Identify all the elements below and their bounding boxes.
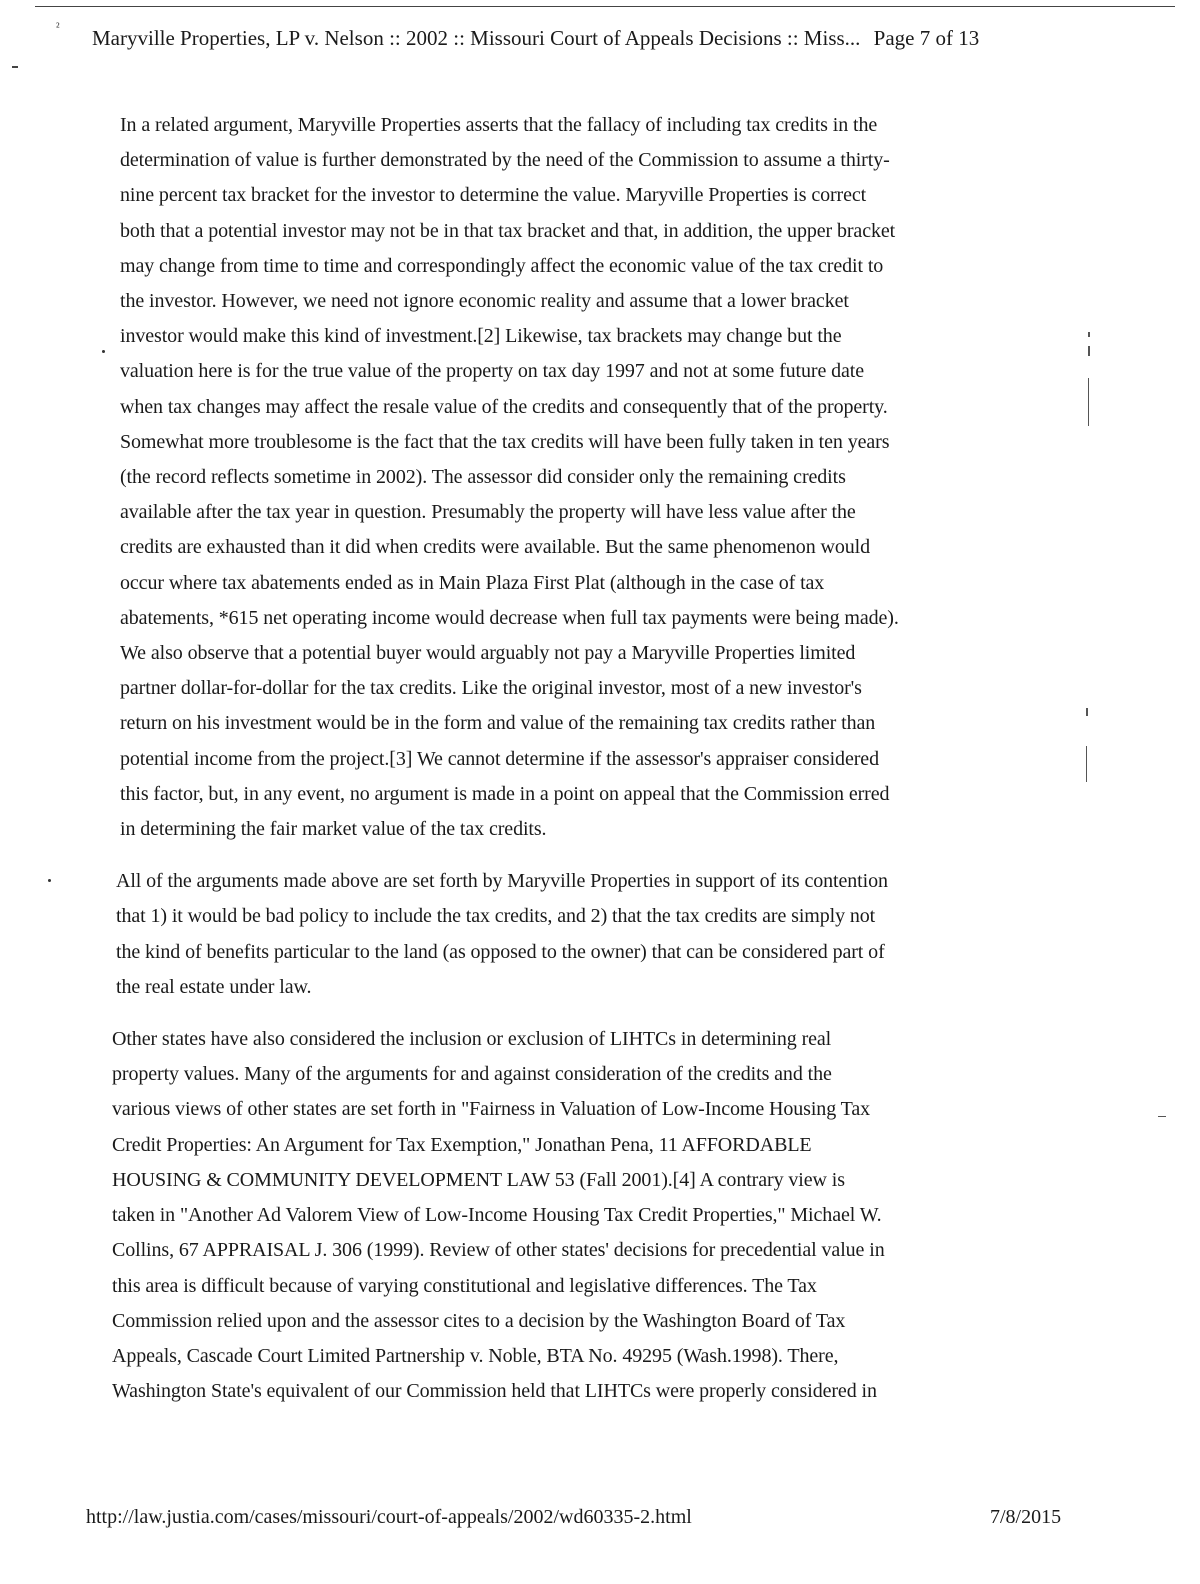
paragraph bbox=[112, 864, 1072, 1005]
scan-mark bbox=[1088, 332, 1090, 337]
text-line: In a related argument, Maryville Properties asserts that the fallacy of including tax credits in the bbox=[120, 114, 878, 136]
text-line: Washington State's equivalent of our Commission held that LIHTCs were properly considered in bbox=[112, 1380, 877, 1403]
text-line: occur where tax abatements ended as in Main Plaza First Plat (although in the case of tax bbox=[120, 571, 825, 594]
footer-date: 7/8/2015 bbox=[990, 1506, 1062, 1528]
text-line: that 1) it would be bad policy to include the tax credits, and 2) that the tax credits are simply not bbox=[116, 905, 876, 928]
paragraph bbox=[112, 1022, 1072, 1409]
text-line: investor would make this kind of investment.[2] Likewise, tax brackets may change but the bbox=[120, 325, 842, 348]
scan-speck: ² bbox=[56, 20, 60, 34]
document-title: Maryville Properties, LP v. Nelson :: 2002 :: Missouri Court of Appeals Decisions :: Miss... bbox=[92, 26, 861, 50]
text-line: in determining the fair market value of the tax credits. bbox=[120, 818, 547, 841]
text-line: determination of value is further demonstrated by the need of the Commission to assume a thirty- bbox=[120, 149, 890, 172]
text-line: the investor. However, we need not ignore economic reality and assume that a lower bracket bbox=[120, 290, 849, 313]
text-line: the real estate under law. bbox=[116, 975, 312, 998]
text-line: partner dollar-for-dollar for the tax credits. Like the original investor, most of a new investor's bbox=[120, 677, 862, 700]
text-line: Somewhat more troublesome is the fact that the tax credits will have been fully taken in ten years bbox=[120, 430, 890, 453]
text-line: various views of other states are set forth in "Fairness in Valuation of Low-Income Housing Tax bbox=[112, 1098, 871, 1121]
text-line: valuation here is for the true value of the property on tax day 1997 and not at some future date bbox=[120, 360, 865, 383]
text-line: the kind of benefits particular to the land (as opposed to the owner) that can be considered part of bbox=[116, 940, 885, 963]
text-line: abatements, *615 net operating income would decrease when full tax payments were being made). bbox=[120, 606, 899, 629]
text-line: Other states have also considered the inclusion or exclusion of LIHTCs in determining real bbox=[112, 1028, 832, 1051]
text-line: credits are exhausted than it did when credits were available. But the same phenomenon would bbox=[120, 536, 871, 559]
scan-mark bbox=[1086, 746, 1087, 782]
text-line: potential income from the project.[3] We cannot determine if the assessor's appraiser considered bbox=[120, 747, 879, 770]
text-line: We also observe that a potential buyer would arguably not pay a Maryville Properties limited bbox=[120, 642, 856, 665]
scan-mark bbox=[1088, 346, 1090, 356]
text-line: nine percent tax bracket for the investor to determine the value. Maryville Properties is correct bbox=[120, 184, 867, 207]
footer-url: http://law.justia.com/cases/missouri/court-of-appeals/2002/wd60335-2.html bbox=[86, 1506, 692, 1528]
document-body bbox=[112, 108, 1072, 1409]
page-header bbox=[92, 24, 1102, 52]
text-line: Collins, 67 APPRAISAL J. 306 (1999). Review of other states' decisions for precedential value in bbox=[112, 1239, 885, 1262]
text-line: available after the tax year in question. Presumably the property will have less value after the bbox=[120, 501, 856, 524]
text-line: when tax changes may affect the resale value of the credits and consequently that of the property. bbox=[120, 395, 888, 418]
text-line: both that a potential investor may not be in that tax bracket and that, in addition, the upper bracket bbox=[120, 219, 896, 242]
scan-speck bbox=[102, 350, 105, 353]
scan-mark bbox=[1158, 1116, 1166, 1117]
scan-mark bbox=[1086, 708, 1088, 716]
text-line: Commission relied upon and the assessor cites to a decision by the Washington Board of Tax bbox=[112, 1309, 846, 1332]
text-line: return on his investment would be in the form and value of the remaining tax credits rather than bbox=[120, 712, 876, 735]
text-line: Appeals, Cascade Court Limited Partnership v. Noble, BTA No. 49295 (Wash.1998). There, bbox=[112, 1344, 839, 1367]
scan-mark bbox=[1088, 378, 1089, 426]
page-number: Page 7 of 13 bbox=[873, 26, 980, 50]
scan-speck bbox=[12, 66, 18, 68]
text-line: may change from time to time and correspondingly affect the economic value of the tax credit to bbox=[120, 254, 884, 277]
text-line: this area is difficult because of varying constitutional and legislative differences. The Tax bbox=[112, 1274, 817, 1297]
text-line: (the record reflects sometime in 2002). The assessor did consider only the remaining credits bbox=[120, 466, 846, 489]
text-line: Credit Properties: An Argument for Tax Exemption," Jonathan Pena, 11 AFFORDABLE bbox=[112, 1133, 812, 1156]
text-line: HOUSING & COMMUNITY DEVELOPMENT LAW 53 (Fall 2001).[4] A contrary view is bbox=[112, 1168, 845, 1191]
paragraph bbox=[112, 108, 1072, 847]
text-line: property values. Many of the arguments for and against consideration of the credits and the bbox=[112, 1063, 832, 1086]
top-scan-rule bbox=[35, 6, 1175, 7]
text-line: this factor, but, in any event, no argument is made in a point on appeal that the Commission erred bbox=[120, 782, 890, 805]
text-line: All of the arguments made above are set forth by Maryville Properties in support of its contention bbox=[116, 870, 888, 893]
text-line: taken in "Another Ad Valorem View of Low-Income Housing Tax Credit Properties," Michael W. bbox=[112, 1204, 882, 1227]
scan-speck bbox=[48, 879, 51, 882]
